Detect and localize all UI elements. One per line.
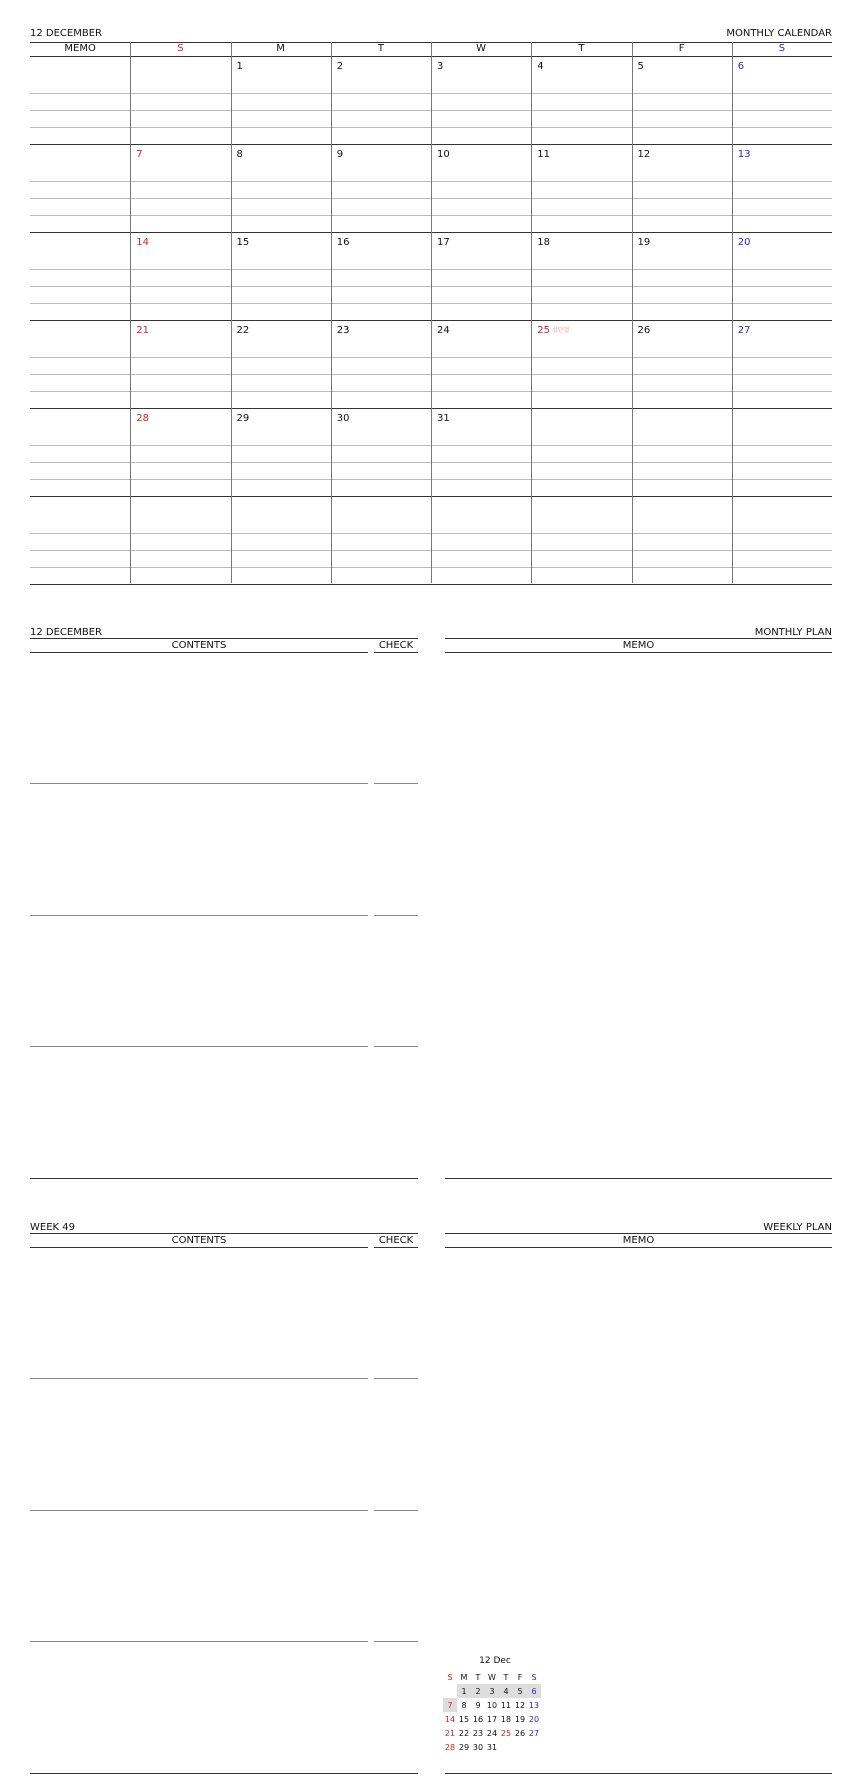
monthly-plan-month-title: 12 DECEMBER — [30, 627, 102, 638]
monthly-plan-left-bottom-rule — [30, 1178, 418, 1179]
mini-calendar-day[interactable]: 6 — [527, 1684, 541, 1698]
calendar-day-number: 28 — [136, 413, 149, 424]
mini-calendar — [443, 1656, 547, 1754]
mini-calendar-day[interactable]: 18 — [500, 1714, 512, 1724]
mini-calendar-day[interactable]: 19 — [514, 1714, 526, 1724]
monthly-plan-check-line — [374, 915, 418, 916]
mini-calendar-day[interactable]: 28 — [444, 1742, 456, 1752]
mini-calendar-day[interactable]: 13 — [528, 1700, 540, 1710]
weekly-plan-week-title: WEEK 49 — [30, 1222, 75, 1233]
monthly-plan-right-bottom-rule — [445, 1178, 832, 1179]
mini-calendar-day[interactable]: 9 — [475, 1700, 481, 1710]
calendar-day-number: 14 — [136, 237, 149, 248]
weekly-plan-memo-rule — [445, 1247, 832, 1248]
calendar-weekday-header: W — [476, 43, 487, 54]
calendar-day[interactable] — [437, 413, 450, 425]
mini-calendar-day — [443, 1684, 457, 1698]
calendar-day[interactable] — [638, 325, 651, 337]
monthly-plan-memo-rule — [445, 652, 832, 653]
mini-calendar-day — [499, 1740, 513, 1754]
mini-calendar-day[interactable]: 25 — [500, 1728, 512, 1738]
monthly-plan-contents-rule — [30, 652, 368, 653]
calendar-day-number: 7 — [136, 149, 143, 160]
mini-calendar-day[interactable]: 26 — [514, 1728, 526, 1738]
weekly-plan-memo-header: MEMO — [622, 1235, 655, 1246]
calendar-day-number: 10 — [437, 149, 450, 160]
calendar-weekday-header: F — [678, 43, 685, 54]
mini-calendar-day[interactable]: 31 — [486, 1742, 498, 1752]
calendar-day[interactable] — [237, 237, 250, 249]
weekly-plan-check-rule — [374, 1247, 418, 1248]
mini-calendar-day[interactable]: 20 — [528, 1714, 540, 1724]
calendar-day[interactable] — [337, 237, 350, 249]
monthly-plan-check-line — [374, 1046, 418, 1047]
monthly-plan-title: MONTHLY PLAN — [754, 627, 832, 638]
calendar-day[interactable] — [337, 149, 343, 161]
calendar-day-number: 8 — [236, 149, 243, 160]
calendar-day[interactable] — [537, 61, 543, 73]
calendar-day-number: 3 — [437, 61, 444, 72]
monthly-plan-row-line — [30, 915, 368, 916]
calendar-column-rule — [130, 42, 131, 583]
calendar-day[interactable] — [237, 61, 243, 73]
calendar-day[interactable] — [537, 325, 569, 337]
calendar-bottom-rule — [30, 584, 832, 585]
mini-calendar-weekday: M — [460, 1672, 468, 1682]
weekly-plan-check-header: CHECK — [378, 1235, 414, 1246]
monthly-calendar-title: MONTHLY CALENDAR — [726, 28, 832, 39]
mini-calendar-day[interactable]: 30 — [472, 1742, 484, 1752]
calendar-day-number: 6 — [737, 61, 745, 72]
mini-calendar-title: 12 Dec — [479, 1656, 511, 1666]
calendar-day[interactable] — [136, 237, 149, 249]
calendar-day-number: 9 — [336, 149, 344, 160]
mini-calendar-day[interactable]: 11 — [500, 1700, 512, 1710]
monthly-calendar-grid — [30, 42, 832, 583]
mini-calendar-day[interactable]: 5 — [513, 1684, 527, 1698]
calendar-day-number: 12 — [637, 149, 651, 160]
calendar-day-number: 16 — [336, 237, 350, 248]
weekly-plan-right-top-rule — [445, 1233, 832, 1234]
calendar-day-number: 24 — [437, 325, 450, 336]
mini-calendar-day[interactable]: 4 — [499, 1684, 513, 1698]
weekly-plan-row-line — [30, 1378, 368, 1379]
mini-calendar-day[interactable]: 1 — [457, 1684, 471, 1698]
calendar-day-number: 17 — [437, 237, 450, 248]
calendar-day[interactable] — [437, 237, 450, 249]
calendar-day[interactable] — [136, 413, 149, 425]
monthly-plan-contents-header: CONTENTS — [171, 640, 227, 651]
weekly-plan-check-line — [374, 1510, 418, 1511]
calendar-day-number: 30 — [336, 413, 350, 424]
calendar-day-number: 27 — [737, 325, 751, 336]
calendar-day-number: 20 — [737, 237, 751, 248]
calendar-column-rule — [231, 42, 232, 583]
monthly-plan-check-rule — [374, 652, 418, 653]
calendar-column-rule — [732, 42, 733, 583]
weekly-plan-title: WEEKLY PLAN — [763, 1222, 832, 1233]
mini-calendar-weekday: T — [475, 1672, 481, 1682]
weekly-plan-contents-rule — [30, 1247, 368, 1248]
calendar-day[interactable] — [738, 325, 751, 337]
calendar-weekday-header: S — [177, 43, 184, 54]
calendar-weekday-header: S — [778, 43, 786, 54]
calendar-day-number: 18 — [537, 237, 550, 248]
calendar-day-number: 21 — [136, 325, 149, 336]
calendar-day[interactable] — [638, 237, 651, 249]
calendar-column-rule — [531, 42, 532, 583]
mini-calendar-day[interactable]: 21 — [444, 1728, 456, 1738]
calendar-day[interactable] — [337, 61, 343, 73]
calendar-weekday-header: T — [578, 43, 585, 54]
mini-calendar-day[interactable]: 16 — [472, 1714, 484, 1724]
calendar-day[interactable] — [738, 61, 744, 73]
weekly-plan-row-line — [30, 1641, 368, 1642]
calendar-day-number: 4 — [537, 61, 544, 72]
calendar-day[interactable] — [638, 61, 644, 73]
mini-calendar-day[interactable]: 24 — [486, 1728, 498, 1738]
calendar-day[interactable] — [237, 325, 250, 337]
mini-calendar-weekday: S — [531, 1672, 537, 1682]
calendar-day[interactable] — [237, 149, 243, 161]
calendar-day[interactable] — [537, 237, 550, 249]
calendar-day[interactable] — [337, 325, 350, 337]
mini-calendar-day[interactable]: 22 — [458, 1728, 470, 1738]
calendar-day[interactable] — [437, 325, 450, 337]
mini-calendar-day[interactable]: 14 — [444, 1714, 456, 1724]
weekly-plan-row-line — [30, 1510, 368, 1511]
calendar-column-rule — [431, 42, 432, 583]
monthly-plan-left-top-rule — [30, 638, 418, 639]
mini-calendar-day[interactable]: 17 — [486, 1714, 498, 1724]
mini-calendar-table — [443, 1670, 541, 1754]
calendar-day[interactable] — [738, 237, 751, 249]
weekly-plan-left-top-rule — [30, 1233, 418, 1234]
calendar-day[interactable] — [437, 61, 443, 73]
calendar-day-number: 31 — [437, 413, 450, 424]
calendar-day-number: 25 — [537, 325, 550, 336]
monthly-plan-row-line — [30, 1046, 368, 1047]
calendar-day[interactable] — [738, 149, 751, 161]
monthly-calendar-month-title: 12 DECEMBER — [30, 28, 102, 39]
mini-calendar-weekday: F — [517, 1672, 523, 1682]
calendar-day-number: 2 — [336, 61, 344, 72]
mini-calendar-day — [527, 1740, 541, 1754]
calendar-day-number: 22 — [236, 325, 250, 336]
weekly-plan-check-line — [374, 1641, 418, 1642]
calendar-day[interactable] — [237, 413, 250, 425]
monthly-plan-check-header: CHECK — [378, 640, 414, 651]
weekly-plan-right-bottom-rule — [445, 1773, 832, 1774]
calendar-day[interactable] — [136, 149, 142, 161]
calendar-weekday-header: T — [377, 43, 384, 54]
holiday-label: 성탄절 — [551, 327, 570, 334]
calendar-column-rule — [331, 42, 332, 583]
mini-calendar-weekday: T — [503, 1672, 509, 1682]
calendar-day-number: 11 — [537, 149, 550, 160]
mini-calendar-weekday: W — [488, 1672, 496, 1682]
monthly-plan-check-line — [374, 783, 418, 784]
calendar-day-number: 15 — [236, 237, 250, 248]
monthly-plan-memo-header: MEMO — [622, 640, 655, 651]
calendar-day[interactable] — [136, 325, 149, 337]
mini-calendar-day[interactable]: 15 — [458, 1714, 470, 1724]
calendar-day-number: 26 — [637, 325, 651, 336]
calendar-day[interactable] — [437, 149, 450, 161]
calendar-day-number: 23 — [336, 325, 350, 336]
mini-calendar-day[interactable]: 23 — [472, 1728, 484, 1738]
calendar-day-number: 19 — [637, 237, 651, 248]
mini-calendar-day[interactable]: 3 — [485, 1684, 499, 1698]
calendar-memo-header: MEMO — [64, 43, 96, 54]
weekly-plan-check-line — [374, 1378, 418, 1379]
mini-calendar-weekday: S — [447, 1672, 453, 1682]
mini-calendar-day[interactable]: 29 — [458, 1742, 470, 1752]
calendar-day-number: 13 — [737, 149, 751, 160]
mini-calendar-day[interactable]: 10 — [486, 1700, 498, 1710]
weekly-plan-left-bottom-rule — [30, 1773, 418, 1774]
mini-calendar-day[interactable]: 7 — [443, 1698, 457, 1712]
mini-calendar-day[interactable]: 8 — [461, 1700, 467, 1710]
mini-calendar-day — [513, 1740, 527, 1754]
calendar-day-number: 29 — [236, 413, 250, 424]
mini-calendar-day[interactable]: 12 — [514, 1700, 526, 1710]
calendar-day[interactable] — [337, 413, 350, 425]
weekly-plan-contents-header: CONTENTS — [171, 1235, 227, 1246]
mini-calendar-day[interactable]: 2 — [471, 1684, 485, 1698]
calendar-day-number: 5 — [637, 61, 644, 72]
calendar-day-number: 1 — [236, 61, 243, 72]
calendar-column-rule — [632, 42, 633, 583]
monthly-plan-right-top-rule — [445, 638, 832, 639]
calendar-weekday-header: M — [276, 43, 285, 54]
calendar-day[interactable] — [638, 149, 651, 161]
mini-calendar-day[interactable]: 27 — [528, 1728, 540, 1738]
calendar-day[interactable] — [537, 149, 550, 161]
monthly-plan-row-line — [30, 783, 368, 784]
